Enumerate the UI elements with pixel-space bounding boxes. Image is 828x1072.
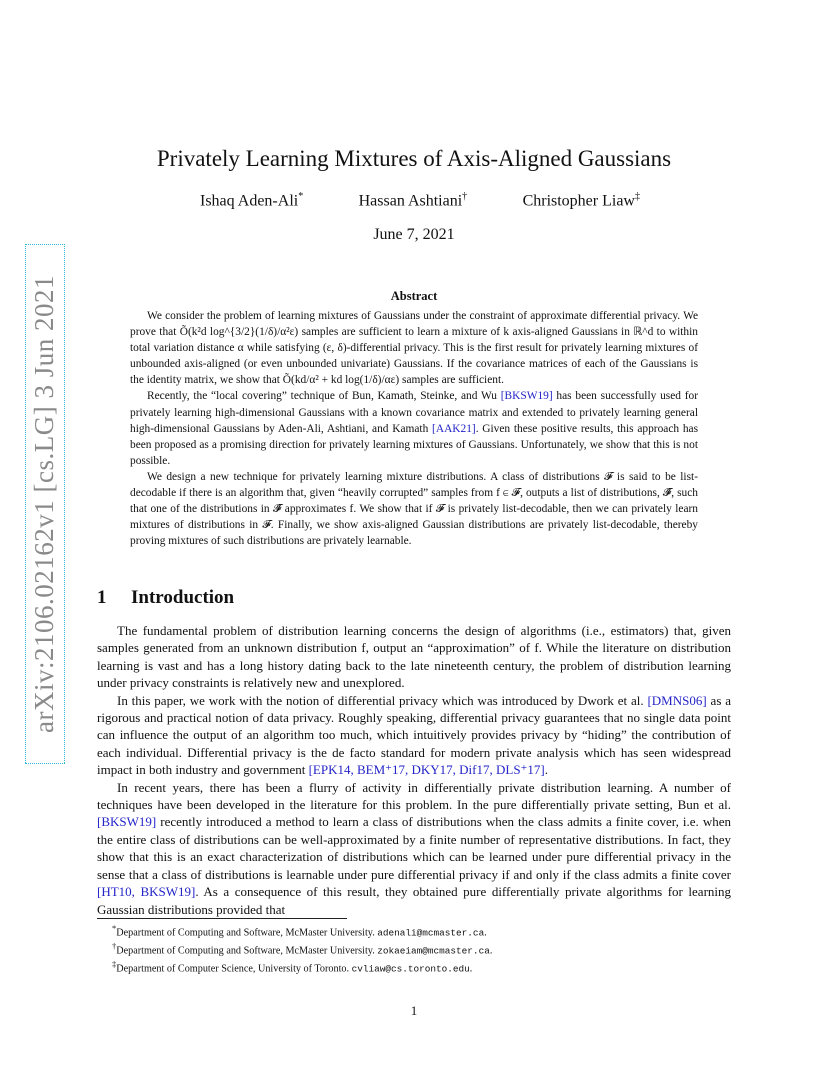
abstract-paragraph-2: Recently, the “local covering” technique of Bun, Kamath, Steinke, and Wu [BKSW19] has been successfully used for privately learning high-dimensional Gaussians with a known covariance matrix and extended to privately learning general high-dimensional Gaussians by Aden-Ali, Ashtiani, and Kamath [AAK21]. Given these positive results, this approach has been proposed as a promising direction for privately learning mixtures of Gaussians. Unfortunately, we show that this is not possible.: [130, 390, 698, 467]
email-link[interactable]: zokaeiam@mcmaster.ca: [377, 945, 490, 957]
footnotes: [112, 922, 732, 976]
email-link[interactable]: adenali@mcmaster.ca: [377, 927, 485, 939]
citation-link[interactable]: [BKSW19]: [97, 814, 157, 830]
footnote-item: †Department of Computing and Software, McMaster University. zokaeiam@mcmaster.ca.: [112, 940, 493, 957]
page-number: 1: [410, 1003, 418, 1018]
section-title: Introduction: [131, 587, 235, 608]
citation-link[interactable]: [HT10, BKSW19]: [97, 884, 196, 900]
author-3: Christopher Liaw‡: [522, 191, 640, 210]
citation-link[interactable]: [AAK21]: [432, 422, 476, 435]
intro-paragraph-3: In recent years, there has been a flurry of activity in differentially private distribution learning. A number of techniques have been developed in the literature for this problem. In the pure differentially private setting, Bun et al. [BKSW19] recently introduced a method to learn a class of distributions when the class admits a finite cover, i.e. when the entire class of distributions can be well-approximated by a finite number of representative distributions. In fact, they show that this is an exact characterization of distributions which can be learned under pure differential privacy in the sense that a class of distributions is learnable under pure differential privacy if and only if the class admits a finite cover [HT10, BKSW19]. As a consequence of this result, they obtained pure differentially private algorithms for learning Gaussian distributions provided that: [97, 779, 732, 917]
citation-link[interactable]: [DMNS06]: [647, 692, 707, 708]
paper-date: June 7, 2021: [373, 226, 455, 243]
author-list: [200, 191, 640, 210]
citation-link[interactable]: [EPK14, BEM⁺17, DKY17, Dif17, DLS⁺17]: [308, 762, 545, 778]
abstract-paragraph-3: We design a new technique for privately learning mixture distributions. A class of distributions 𝓕 is said to be list-decodable if there is an algorithm that, given “heavily corrupted” samples from f ∈ 𝓕, outputs a list of distributions, 𝓕̂, such that one of the distributions in 𝓕̂ approximates f. We show that if 𝓕 is privately list-decodable, then we can privately learn mixtures of distributions in 𝓕. Finally, we show axis-aligned Gaussian distributions are privately list-decodable, thereby proving mixtures of such distributions are privately learnable.: [130, 470, 698, 548]
author-2: Hassan Ashtiani†: [358, 191, 468, 210]
citation-link[interactable]: [BKSW19]: [500, 390, 553, 403]
paper-title: Privately Learning Mixtures of Axis-Aligned Gaussians: [156, 146, 672, 171]
author-1: Ishaq Aden-Ali*: [200, 191, 304, 210]
arxiv-identifier-stamp[interactable]: arXiv:2106.02162v1 [cs.LG] 3 Jun 2021: [25, 244, 65, 764]
intro-paragraph-1: The fundamental problem of distribution learning concerns the design of algorithms (i.e., estimators) that, given samples generated from an unknown distribution f, output an “approximation” of f. While the literature on distribution learning is vast and has a long history dating back to the late nineteenth century, the problem of distribution learning under privacy constraints is relatively new and unexplored.: [97, 623, 731, 691]
footnote-divider: [97, 918, 347, 919]
section-number: 1: [97, 587, 107, 608]
intro-paragraph-2: In this paper, we work with the notion of differential privacy which was introduced by Dwork et al. [DMNS06] as a rigorous and practical notion of data privacy. Roughly speaking, differential privacy guarantees that no single data point can influence the output of an algorithm too much, which intuitively provides privacy by “hiding” the contribution of each individual. Differential privacy is the de facto standard for modern private analysis which has seen widespread impact in both industry and government [EPK14, BEM⁺17, DKY17, Dif17, DLS⁺17].: [97, 692, 731, 778]
email-link[interactable]: cvliaw@cs.toronto.edu: [351, 963, 470, 975]
footnote-item: *Department of Computing and Software, McMaster University. adenali@mcmaster.ca.: [112, 923, 487, 939]
abstract-paragraph-1: We consider the problem of learning mixtures of Gaussians under the constraint of approximate differential privacy. We prove that Õ(k²d log^{3/2}(1/δ)/α²ε) samples are sufficient to learn a mixture of k axis-aligned Gaussians in ℝ^d to within total variation distance α while satisfying (ε, δ)-differential privacy. This is the first result for privately learning mixtures of unbounded axis-aligned (or even unbounded univariate) Gaussians. If the covariance matrices of each of the Gaussians is the identity matrix, we show that Õ(kd/α² + kd log(1/δ)/αε) samples are sufficient.: [130, 310, 698, 387]
abstract-body: [130, 308, 698, 549]
section-heading: [97, 587, 234, 609]
abstract-heading: Abstract: [390, 289, 438, 303]
introduction-body: [97, 622, 731, 918]
footnote-item: ‡Department of Computer Science, University of Toronto. cvliaw@cs.toronto.edu.: [112, 958, 473, 975]
